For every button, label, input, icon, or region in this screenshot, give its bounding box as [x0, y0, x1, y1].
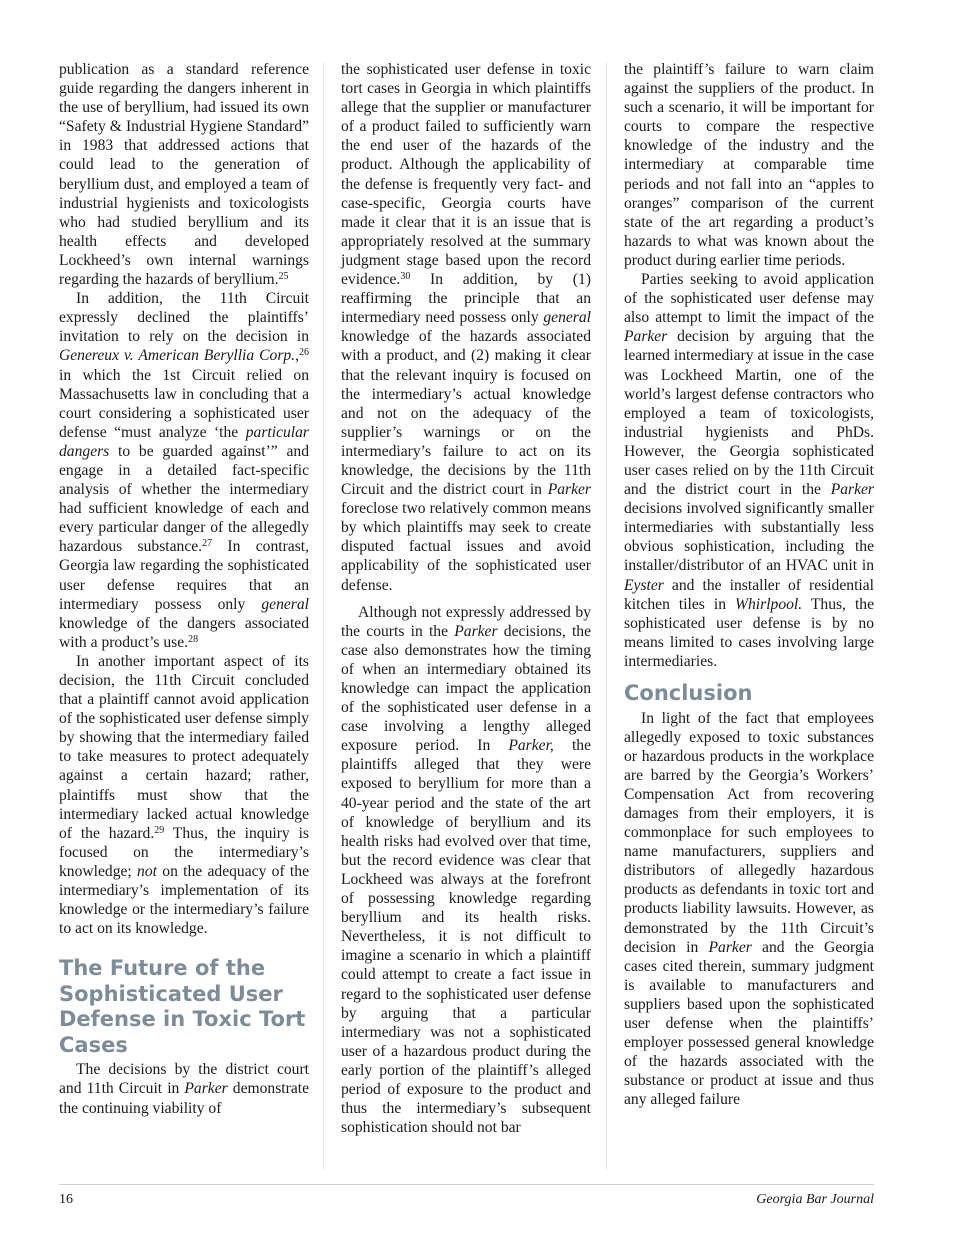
- text-run: Parties seeking to avoid application of the sophisticated user defense may also attempt to limit the impact of the: [624, 271, 874, 327]
- paragraph: [341, 60, 591, 595]
- text-run: the plaintiff’s failure to warn claim against the suppliers of the product. In such a scenario, it will be important for courts to compare the respective knowledge of the industry and the intermediary at comparable time periods and not fall into an “apples to oranges” comparison of the current state of the art regarding a product’s hazards to what was known about the product during earlier time periods.: [624, 61, 874, 269]
- column-middle: [341, 60, 591, 1137]
- text-run: In another important aspect of its decision, the 11th Circuit concluded that a plaintiff cannot avoid application of the sophisticated user defense simply by showing that the intermediary failed to take measures to protect adequately against a certain hazard; rather, plaintiffs must show that the intermediary lacked actual knowledge of the hazard.: [59, 652, 309, 842]
- case-citation: Parker: [624, 328, 668, 346]
- column-divider: [606, 62, 607, 1170]
- paragraph: [624, 270, 874, 671]
- paragraph: [59, 60, 309, 289]
- footnote-marker: 28: [188, 633, 199, 645]
- case-citation: Parker: [454, 622, 498, 640]
- emphasis: not: [137, 862, 157, 880]
- footnote-marker: 26: [299, 347, 309, 359]
- paragraph: [341, 603, 591, 1138]
- case-citation: Parker: [708, 938, 752, 956]
- paragraph: [59, 289, 309, 652]
- text-run: knowledge of the hazards associated with a product, and (2) making it clear that the relevant inquiry is focused on the intermediary’s actual knowledge and not on the adequacy of the supplier’s warnings or on the intermediary’s failure to act on its knowledge, the decisions by the 11th Circuit and the district court in: [341, 328, 591, 499]
- paragraph: [624, 60, 874, 270]
- column-left: [59, 60, 309, 1118]
- text-run: Although not expressly addressed by the courts in the: [341, 603, 591, 640]
- text-run: Thus, the sophisticated user defense is by no means limited to cases involving large intermediaries.: [624, 595, 874, 670]
- text-run: In addition, the 11th Circuit expressly declined the plaintiffs’ invitation to rely on the decision in: [59, 290, 309, 346]
- text-run: to be guarded against’” and engage in a detailed fact-specific analysis of whether the intermediary had sufficient knowledge of each and every particular danger of the allegedly hazardous substance.: [59, 442, 309, 556]
- paragraph: [59, 1060, 309, 1117]
- page-number: 16: [59, 1192, 73, 1207]
- paragraph: [59, 652, 309, 938]
- text-run: on the adequacy of the intermediary’s implementation of its knowledge or the intermediary’s failure to act on its knowledge.: [59, 862, 309, 938]
- text-run: ,: [295, 347, 299, 365]
- text-run: decisions, the case also demonstrates how the timing of when an intermediary obtained its knowledge can impact the application of the sophisticated user defense in a case involving a lengthy alleged exposure period. In: [341, 622, 591, 755]
- text-run: and the Georgia cases cited therein, summary judgment is available to manufacturers and suppliers based upon the sophisticated user defense when the plaintiffs’ employer possessed general knowledge of the hazards associated with the substance or product at issue and thus any alleged failure: [624, 938, 874, 1109]
- text-run: in which the 1st Circuit relied on Massachusetts law in concluding that a court considering a sophisticated user defense “must analyze ‘the: [59, 366, 309, 441]
- case-citation: Whirlpool.: [735, 595, 803, 613]
- footnote-marker: 29: [154, 824, 165, 836]
- text-run: and the installer of residential kitchen tiles in: [624, 576, 874, 613]
- emphasis: general: [261, 595, 309, 613]
- text-run: In light of the fact that employees allegedly exposed to toxic substances or hazardous products in the workplace are barred by the Georgia’s Workers’ Compensation Act from recovering damages from their employers, it is commonplace for such employees to name manufacturers, suppliers and distributors of allegedly hazardous products as defendants in toxic tort and products liability lawsuits. However, as demonstrated by the 11th Circuit’s decision in: [624, 709, 874, 956]
- text-run: the plaintiffs alleged that they were exposed to beryllium for more than a 40-year period and the state of the art of knowledge of beryllium and its health risks had evolved over that time, but the record evidence was clear that Lockheed was always at the forefront of possessing knowledge regarding beryllium and its health risks. Nevertheless, it is not difficult to imagine a scenario in which a plaintiff could attempt to create a fact issue in regard to the sophisticated user defense by arguing that a particular intermediary was not a sophisticated user of a hazardous product during the early portion of the plaintiff’s alleged period of exposure to the product and thus the intermediary’s subsequent sophistication should not bar: [341, 737, 592, 1137]
- case-citation: Parker: [184, 1080, 228, 1098]
- case-citation: Eyster: [624, 576, 664, 594]
- text-run: Thus, the inquiry is focused on the intermediary’s knowledge;: [59, 824, 309, 880]
- case-citation: Parker: [547, 481, 591, 499]
- footnote-marker: 30: [400, 271, 411, 283]
- case-citation: Genereux v. American Beryllia Corp.: [59, 347, 296, 365]
- case-citation: Parker,: [508, 737, 554, 755]
- journal-name: Georgia Bar Journal: [756, 1192, 874, 1207]
- text-run: The decisions by the district court and 11th Circuit in: [59, 1061, 309, 1098]
- text-run: In contrast, Georgia law regarding the sophisticated user defense requires that an intermediary possess only: [59, 538, 309, 613]
- paragraph: [624, 709, 874, 1110]
- footnote-marker: 27: [202, 538, 213, 550]
- column-divider: [323, 62, 324, 1170]
- case-citation: Parker: [830, 481, 874, 499]
- text-run: the sophisticated user defense in toxic tort cases in Georgia in which plaintiffs allege that the supplier or manufacturer of a product failed to sufficiently warn the end user of the hazards of the product. Although the applicability of the defense is frequently very fact- and case-specific, Georgia courts have made it clear that it is an issue that is appropriately resolved at the summary judgment stage based upon the record evidence.: [341, 61, 591, 289]
- column-right: [624, 60, 874, 1109]
- text-run: publication as a standard reference guide regarding the dangers inherent in the use of beryllium, had issued its own “Safety & Industrial Hygiene Standard” in 1983 that addressed actions that could lead to the generation of beryllium dust, and employed a team of industrial hygienists and toxicologists who had studied beryllium and its health effects and developed Lockheed’s own internal warnings regarding the hazards of beryllium.: [59, 61, 309, 289]
- text-run: decisions involved significantly smaller intermediaries with substantially less obvious sophistication, including the installer/distributor of an HVAC unit in: [624, 500, 874, 575]
- text-run: decision by arguing that the learned intermediary at issue in the case was Lockheed Martin, one of the world’s largest defense contractors who employed a team of toxicologists, industrial hygienists and PhDs. However, the Georgia sophisticated user cases relied on by the 11th Circuit and the district court in the: [624, 328, 874, 499]
- text-run: demonstrate the continuing viability of: [59, 1080, 310, 1117]
- emphasis: general: [543, 309, 591, 327]
- section-heading-future: The Future of the Sophisticated User Defense in Toxic Tort Cases: [59, 956, 306, 1057]
- text-run: knowledge of the dangers associated with a product’s use.: [59, 614, 309, 651]
- text-run: In addition, by (1) reaffirming the principle that an intermediary need possess only: [341, 271, 591, 327]
- text-run: foreclose two relatively common means by which plaintiffs may seek to create disputed factual issues and avoid applicability of the sophisticated user defense.: [341, 500, 591, 594]
- emphasis: particular dangers: [59, 423, 309, 460]
- footnote-marker: 25: [278, 271, 289, 283]
- footer-rule: [59, 1184, 874, 1185]
- section-heading-conclusion: Conclusion: [624, 681, 753, 705]
